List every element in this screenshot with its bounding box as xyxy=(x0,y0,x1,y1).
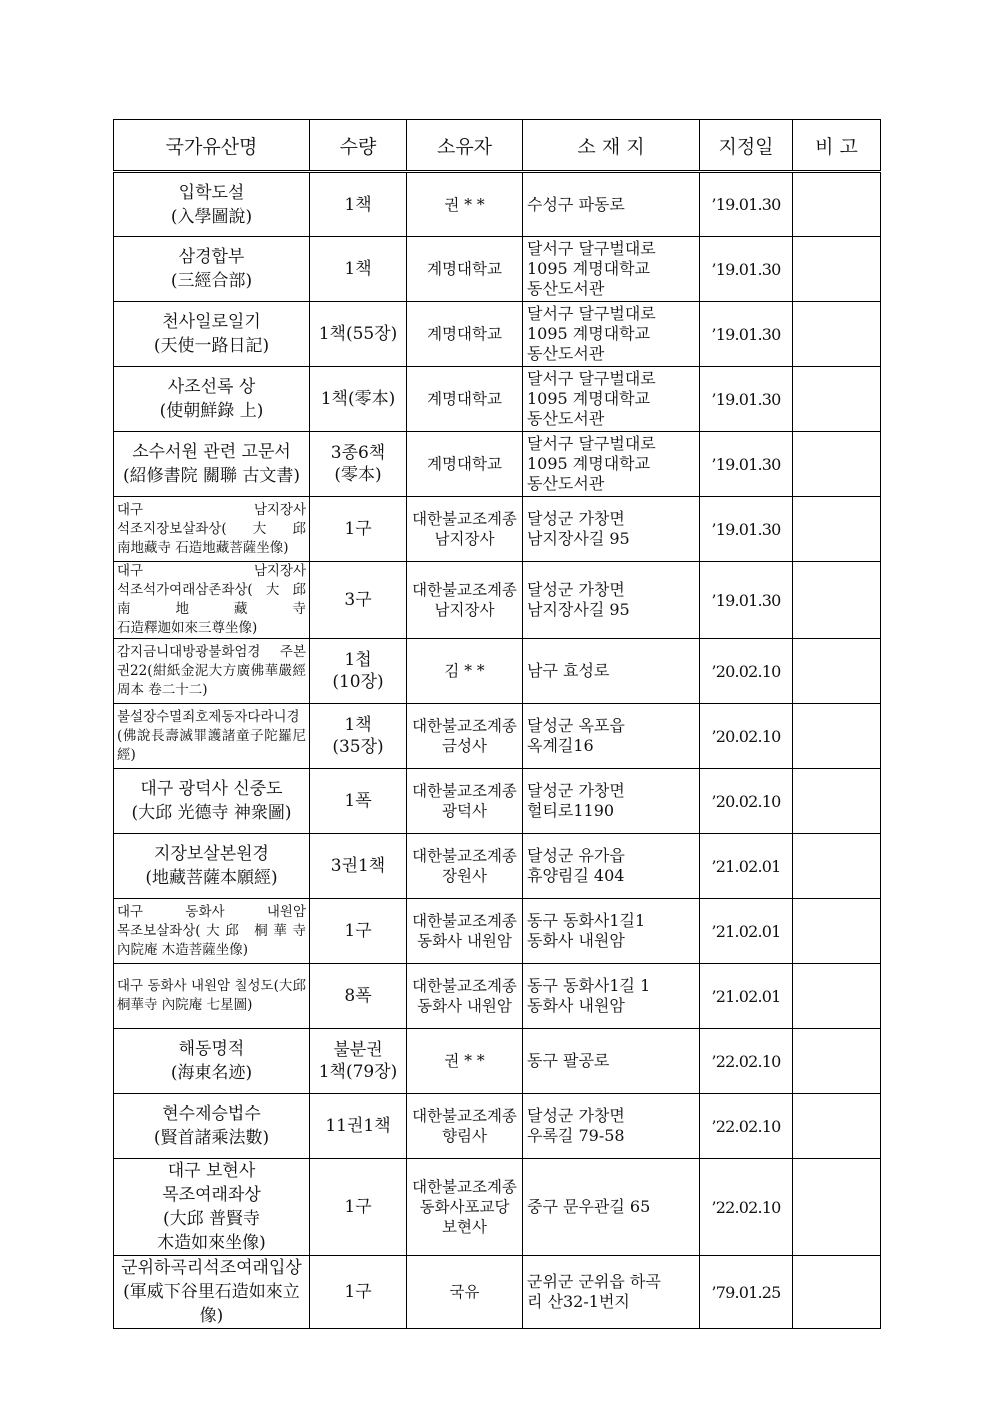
heritage-name-line: (三經合部) xyxy=(170,271,253,291)
heritage-name-line: 천사일로일기 xyxy=(162,312,261,332)
owner-line: 동화사포교당 xyxy=(419,1198,510,1216)
owner-cell xyxy=(407,562,523,639)
table-header xyxy=(114,120,881,172)
quantity-line: 3권1책 xyxy=(330,856,386,876)
table-row xyxy=(114,432,881,497)
owner-line: 계명대학교 xyxy=(427,390,502,408)
table-row xyxy=(114,639,881,704)
note-cell xyxy=(793,899,881,964)
quantity-line: (35장) xyxy=(332,737,384,757)
quantity-line: 1책 xyxy=(344,715,372,735)
owner-cell xyxy=(407,302,523,367)
table-row xyxy=(114,1094,881,1159)
header-name: 국가유산명 xyxy=(114,120,310,172)
heritage-name-cell xyxy=(114,1159,310,1256)
heritage-name-line: 군위하곡리석조여래입상 xyxy=(121,1258,302,1278)
quantity-cell xyxy=(310,367,407,432)
heritage-name-line: 소수서원 관련 고문서 xyxy=(132,442,291,462)
quantity-line: 불분권 xyxy=(333,1040,383,1060)
quantity-cell xyxy=(310,1094,407,1159)
heritage-name-line: (海東名迹) xyxy=(170,1063,253,1083)
designation-date-cell: ’22.02.10 xyxy=(700,1029,793,1094)
owner-line: 향림사 xyxy=(442,1127,487,1145)
owner-cell xyxy=(407,769,523,834)
heritage-name-cell xyxy=(114,899,310,964)
owner-cell xyxy=(407,1094,523,1159)
note-cell xyxy=(793,1256,881,1329)
location-cell xyxy=(523,562,700,639)
heritage-name-cell xyxy=(114,172,310,237)
quantity-line: 1구 xyxy=(344,1282,372,1302)
location-cell xyxy=(523,1159,700,1256)
location-line: 헐티로1190 xyxy=(527,801,615,820)
location-cell xyxy=(523,302,700,367)
heritage-name-line: (軍威下谷里石造如來立像) xyxy=(123,1282,300,1326)
designation-date-cell: ’20.02.10 xyxy=(700,639,793,704)
location-line: 동산도서관 xyxy=(527,474,605,493)
quantity-line: 1구 xyxy=(344,921,372,941)
location-cell xyxy=(523,769,700,834)
owner-cell xyxy=(407,172,523,237)
owner-line: 동화사 내원암 xyxy=(417,932,512,950)
owner-line: 금성사 xyxy=(442,737,487,755)
location-line: 달성군 가창면 xyxy=(527,509,625,528)
quantity-line: 3구 xyxy=(344,590,372,610)
location-cell xyxy=(523,704,700,769)
heritage-name-line: (賢首諸乘法數) xyxy=(153,1128,270,1148)
location-line: 군위군 군위읍 하곡 xyxy=(527,1272,661,1291)
table-row xyxy=(114,1159,881,1256)
location-line: 옥계길16 xyxy=(527,736,594,755)
note-cell xyxy=(793,769,881,834)
heritage-name-line: (地藏菩薩本願經) xyxy=(145,868,278,888)
location-cell xyxy=(523,1256,700,1329)
table-row xyxy=(114,834,881,899)
note-cell xyxy=(793,1029,881,1094)
note-cell xyxy=(793,704,881,769)
owner-line: 계명대학교 xyxy=(427,260,502,278)
designation-date-cell: ’21.02.01 xyxy=(700,899,793,964)
table-row xyxy=(114,302,881,367)
designation-date-cell: ’21.02.01 xyxy=(700,964,793,1029)
quantity-line: 1책 xyxy=(344,259,372,279)
heritage-name-cell xyxy=(114,237,310,302)
designation-date-cell: ’19.01.30 xyxy=(700,497,793,562)
quantity-cell xyxy=(310,1256,407,1329)
owner-line: 장원사 xyxy=(442,867,487,885)
header-designation-date: 지정일 xyxy=(700,120,793,172)
heritage-name-line: (大邱 普賢寺 木造如來坐像) xyxy=(157,1209,266,1253)
location-line: 휴양림길 404 xyxy=(527,866,625,885)
quantity-cell xyxy=(310,237,407,302)
designation-date-cell: ’22.02.10 xyxy=(700,1094,793,1159)
note-cell xyxy=(793,639,881,704)
quantity-cell xyxy=(310,497,407,562)
note-cell xyxy=(793,237,881,302)
quantity-line: 1폭 xyxy=(344,791,372,811)
designation-date-cell: ’19.01.30 xyxy=(700,562,793,639)
quantity-line: 11권1책 xyxy=(325,1116,391,1136)
owner-cell xyxy=(407,432,523,497)
table-row xyxy=(114,497,881,562)
quantity-cell xyxy=(310,1029,407,1094)
heritage-name-cell xyxy=(114,562,310,639)
location-line: 1095 계명대학교 xyxy=(527,389,651,408)
location-line: 남지장사길 95 xyxy=(527,529,630,548)
owner-line: 동화사 내원암 xyxy=(417,997,512,1015)
quantity-line: 1첩 xyxy=(344,650,372,670)
quantity-cell xyxy=(310,964,407,1029)
heritage-name-line: 입학도설 xyxy=(178,182,245,203)
table-row xyxy=(114,237,881,302)
heritage-name-line: 대구 보현사 목조여래좌상 xyxy=(162,1161,261,1205)
heritage-name-line: 지장보살본원경 xyxy=(154,844,269,864)
table-body xyxy=(114,172,881,1329)
designation-date-cell: ’19.01.30 xyxy=(700,302,793,367)
location-line: 1095 계명대학교 xyxy=(527,454,651,473)
owner-line: 계명대학교 xyxy=(427,325,502,343)
quantity-line: 8폭 xyxy=(344,986,372,1006)
header-note: 비 고 xyxy=(793,120,881,172)
designation-date-cell: ’19.01.30 xyxy=(700,172,793,237)
designation-date-cell: ’19.01.30 xyxy=(700,432,793,497)
location-cell xyxy=(523,899,700,964)
location-line: 1095 계명대학교 xyxy=(527,324,651,343)
table-row xyxy=(114,367,881,432)
owner-cell xyxy=(407,1029,523,1094)
note-cell xyxy=(793,367,881,432)
heritage-name-line: 감지금니대방광불화엄경 주본 권22(紺紙金泥大方廣佛華嚴經 周本 卷二十二) xyxy=(117,643,306,698)
heritage-name-cell xyxy=(114,1094,310,1159)
location-cell xyxy=(523,964,700,1029)
quantity-cell xyxy=(310,704,407,769)
location-cell xyxy=(523,1029,700,1094)
note-cell xyxy=(793,432,881,497)
heritage-name-line: 대구 동화사 내원암 칠성도(大邱 桐華寺 內院庵 七星圖) xyxy=(117,978,306,1013)
note-cell xyxy=(793,1159,881,1256)
heritage-name-cell xyxy=(114,1029,310,1094)
heritage-name-cell xyxy=(114,964,310,1029)
location-cell xyxy=(523,1094,700,1159)
location-line: 달성군 유가읍 xyxy=(527,846,625,865)
heritage-name-line: 현수제승법수 xyxy=(162,1104,261,1124)
heritage-name-cell xyxy=(114,1256,310,1329)
owner-line: 대한불교조계종 xyxy=(412,1107,517,1125)
heritage-name-cell xyxy=(114,704,310,769)
location-line: 동산도서관 xyxy=(527,409,605,428)
note-cell xyxy=(793,964,881,1029)
owner-line: 보현사 xyxy=(442,1218,487,1236)
location-line: 달서구 달구벌대로 xyxy=(527,369,656,388)
location-line: 달서구 달구벌대로 xyxy=(527,239,656,258)
quantity-cell xyxy=(310,432,407,497)
location-line: 1095 계명대학교 xyxy=(527,259,651,278)
table-row xyxy=(114,769,881,834)
location-line: 수성구 파동로 xyxy=(527,194,625,214)
heritage-name-line: (大邱 光德寺 神衆圖) xyxy=(131,803,292,823)
owner-line: 대한불교조계종 xyxy=(412,510,517,528)
designation-date-cell: ’79.01.25 xyxy=(700,1256,793,1329)
owner-cell xyxy=(407,1256,523,1329)
note-cell xyxy=(793,172,881,237)
owner-cell xyxy=(407,899,523,964)
quantity-cell xyxy=(310,172,407,237)
location-line: 달성군 옥포읍 xyxy=(527,716,625,735)
quantity-line: 1구 xyxy=(344,1197,372,1217)
location-cell xyxy=(523,172,700,237)
note-cell xyxy=(793,302,881,367)
heritage-name-line: 대구 광덕사 신중도 xyxy=(140,779,283,799)
designation-date-cell: ’21.02.01 xyxy=(700,834,793,899)
quantity-line: 1책(零本) xyxy=(320,389,396,409)
location-line: 달성군 가창면 xyxy=(527,580,625,599)
location-cell xyxy=(523,834,700,899)
heritage-name-line: 사조선록 상 xyxy=(167,377,256,397)
heritage-name-line: (使朝鮮錄 上) xyxy=(159,401,264,421)
owner-cell xyxy=(407,964,523,1029)
location-line: 남지장사길 95 xyxy=(527,600,630,619)
location-line: 남구 효성로 xyxy=(527,661,610,680)
owner-cell xyxy=(407,704,523,769)
quantity-cell xyxy=(310,302,407,367)
location-cell xyxy=(523,367,700,432)
location-line: 리 산32-1번지 xyxy=(527,1292,630,1311)
location-line: 동화사 내원암 xyxy=(527,931,625,950)
quantity-line: (10장) xyxy=(332,672,384,692)
table-row xyxy=(114,964,881,1029)
quantity-line: 1책 xyxy=(344,194,372,215)
header-location: 소 재 지 xyxy=(523,120,700,172)
owner-cell xyxy=(407,834,523,899)
owner-line: 대한불교조계종 xyxy=(412,581,517,599)
heritage-name-cell xyxy=(114,367,310,432)
table-row xyxy=(114,562,881,639)
heritage-name-cell xyxy=(114,432,310,497)
designation-date-cell: ’19.01.30 xyxy=(700,367,793,432)
header-owner: 소유자 xyxy=(407,120,523,172)
designation-date-cell: ’19.01.30 xyxy=(700,237,793,302)
quantity-cell xyxy=(310,1159,407,1256)
location-line: 동구 동화사1길1 xyxy=(527,911,646,930)
location-line: 동구 팔공로 xyxy=(527,1051,610,1070)
quantity-line: 1책(55장) xyxy=(318,324,398,344)
note-cell xyxy=(793,497,881,562)
quantity-cell xyxy=(310,639,407,704)
note-cell xyxy=(793,1094,881,1159)
location-cell xyxy=(523,237,700,302)
note-cell xyxy=(793,562,881,639)
location-cell xyxy=(523,432,700,497)
owner-line: 대한불교조계종 xyxy=(412,847,517,865)
table-row xyxy=(114,172,881,237)
heritage-name-line: 대구 동화사 내원암 목조보살좌상(大邱 桐華寺 內院庵 木造菩薩坐像) xyxy=(117,903,306,958)
heritage-name-line: 대구 남지장사 석조석가여래삼존좌상(大邱 南地藏寺 石造釋迦如來三尊坐像) xyxy=(117,563,306,636)
owner-line: 대한불교조계종 xyxy=(412,782,517,800)
heritage-name-cell xyxy=(114,769,310,834)
heritage-name-cell xyxy=(114,834,310,899)
quantity-cell xyxy=(310,899,407,964)
owner-line: 계명대학교 xyxy=(427,455,502,473)
quantity-line: 1책(79장) xyxy=(318,1062,398,1082)
heritage-name-line: (天使一路日記) xyxy=(153,336,270,356)
location-line: 동화사 내원암 xyxy=(527,996,625,1015)
designation-date-cell: ’20.02.10 xyxy=(700,769,793,834)
owner-cell xyxy=(407,1159,523,1256)
location-line: 우록길 79-58 xyxy=(527,1126,625,1145)
owner-line: 권 * * xyxy=(444,1052,485,1070)
owner-cell xyxy=(407,639,523,704)
location-cell xyxy=(523,639,700,704)
heritage-name-cell xyxy=(114,302,310,367)
quantity-line: (零本) xyxy=(334,465,382,485)
designation-date-cell: ’20.02.10 xyxy=(700,704,793,769)
header-quantity: 수량 xyxy=(310,120,407,172)
location-line: 동산도서관 xyxy=(527,344,605,363)
table-row xyxy=(114,704,881,769)
owner-line: 광덕사 xyxy=(442,802,487,820)
heritage-name-cell xyxy=(114,497,310,562)
owner-line: 대한불교조계종 xyxy=(412,912,517,930)
quantity-cell xyxy=(310,769,407,834)
heritage-table xyxy=(113,119,881,1329)
heritage-name-line: 해동명적 xyxy=(178,1039,245,1059)
owner-cell xyxy=(407,497,523,562)
designation-date-cell: ’22.02.10 xyxy=(700,1159,793,1256)
heritage-name-line: (紹修書院 關聯 古文書) xyxy=(122,466,301,486)
location-cell xyxy=(523,497,700,562)
table-row xyxy=(114,899,881,964)
location-line: 동산도서관 xyxy=(527,279,605,298)
owner-line: 권 * * xyxy=(444,195,485,214)
owner-line: 대한불교조계종 xyxy=(412,977,517,995)
note-cell xyxy=(793,834,881,899)
location-line: 달서구 달구벌대로 xyxy=(527,304,656,323)
quantity-line: 3종6책 xyxy=(330,443,386,463)
quantity-cell xyxy=(310,562,407,639)
heritage-name-line: (入學圖說) xyxy=(170,206,253,227)
owner-cell xyxy=(407,367,523,432)
location-line: 달서구 달구벌대로 xyxy=(527,434,656,453)
quantity-line: 1구 xyxy=(344,519,372,539)
owner-line: 대한불교조계종 xyxy=(412,1178,517,1196)
owner-line: 김 * * xyxy=(444,662,485,680)
table-row xyxy=(114,1256,881,1329)
owner-line: 남지장사 xyxy=(434,530,495,548)
heritage-name-line: 대구 남지장사 석조지장보살좌상(大邱 南地藏寺 石造地藏菩薩坐像) xyxy=(117,501,306,556)
owner-line: 국유 xyxy=(449,1283,480,1301)
heritage-name-line: 삼경합부 xyxy=(178,247,245,267)
owner-cell xyxy=(407,237,523,302)
location-line: 달성군 가창면 xyxy=(527,1106,625,1125)
owner-line: 대한불교조계종 xyxy=(412,717,517,735)
quantity-cell xyxy=(310,834,407,899)
owner-line: 남지장사 xyxy=(434,601,495,619)
location-line: 달성군 가창면 xyxy=(527,781,625,800)
heritage-name-cell xyxy=(114,639,310,704)
location-line: 동구 동화사1길 1 xyxy=(527,976,651,995)
location-line: 중구 문우관길 65 xyxy=(527,1197,651,1216)
table-row xyxy=(114,1029,881,1094)
heritage-name-line: 불설장수멸죄호제동자다라니경(佛說長壽滅罪護諸童子陀羅尼經) xyxy=(117,708,306,763)
